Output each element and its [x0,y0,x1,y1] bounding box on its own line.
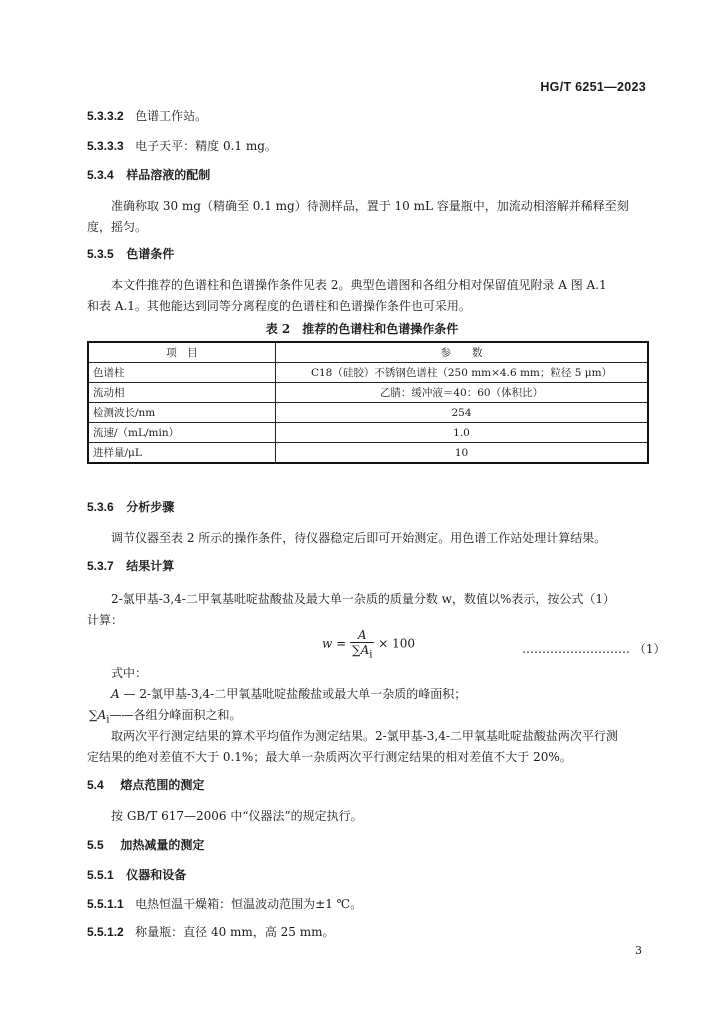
paragraph: 和表 A.1。其他能达到同等分离程度的色谱柱和色谱操作条件也可采用。 [87,299,471,313]
table-cell: 乙腈：缓冲液＝40：60（体积比） [276,383,649,403]
formula-denominator [350,643,374,660]
table-row [88,443,648,464]
definition-a [111,684,466,705]
definition-text: — 2-氯甲基-3,4-二甲氧基吡啶盐酸盐或最大单一杂质的峰面积； [123,687,467,701]
heading-5-4: 5.4 熔点范围的测定 [87,778,205,792]
paragraph: 定结果的绝对差值不大于 0.1%；最大单一杂质两次平行测定结果的相对差值不大于 20%。 [87,750,572,764]
heading-5-3-7: 5.3.7 结果计算 [87,559,175,573]
clause-5-5-1-1: 5.5.1.1 电热恒温干燥箱：恒温波动范围为±1 ℃。 [87,897,363,911]
formula-leader [522,640,665,657]
table-header-cell: 项 目 [88,342,276,363]
table-cell: 检测波长/nm [88,403,276,423]
table-cell: 色谱柱 [88,363,276,383]
table-row [88,363,648,383]
heading-5-3-5: 5.3.5 色谱条件 [87,247,175,261]
page-number: 3 [635,944,642,957]
heading-5-3-6: 5.3.6 分析步骤 [87,500,175,514]
table-caption: 表 2 推荐的色谱柱和色谱操作条件 [265,322,459,336]
formula-lhs: w [322,636,333,651]
formula-eq: = [336,636,347,651]
heading-5-5: 5.5 加热减量的测定 [87,838,205,852]
clause-5-3-3-2: 5.3.3.2 色谱工作站。 [87,109,208,123]
formula-label: （1） [633,642,666,656]
table-header-row [88,342,648,363]
table-cell: 进样量/μL [88,443,276,464]
heading-5-3-4: 5.3.4 样品溶液的配制 [87,168,211,182]
standard-number: HG/T 6251—2023 [540,80,646,94]
paragraph: 度，摇匀。 [87,220,148,234]
table-cell: 1.0 [276,423,649,443]
table-cell: 10 [276,443,649,464]
table-cell: 流动相 [88,383,276,403]
table-cell: 流速/（mL/min） [88,423,276,443]
symbol-sub: i [106,714,110,726]
clause-5-5-1-2: 5.5.1.2 称量瓶：直径 40 mm，高 25 mm。 [87,925,335,939]
definition-text: ——各组分峰面积之和。 [109,708,242,722]
paragraph: 计算： [87,613,124,627]
formula-times: × 100 [378,636,416,651]
table-row [88,403,648,423]
paragraph: 按 GB/T 617—2006 中“仪器法”的规定执行。 [111,809,363,823]
paragraph: 2-氯甲基-3,4-二甲氧基吡啶盐酸盐及最大单一杂质的质量分数 w，数值以%表示，按公式（1） [111,592,616,606]
table-row [88,423,648,443]
formula-dots: ……………………… [522,642,630,656]
heading-5-5-1: 5.5.1 仪器和设备 [87,868,187,882]
paragraph: 准确称取 30 mg（精确至 0.1 mg）待测样品，置于 10 mL 容量瓶中，加流动相溶解并稀释至刻 [111,199,629,213]
formula-fraction [350,628,374,660]
table-header-cell: 参 数 [276,342,649,363]
symbol-a: A [111,687,120,701]
table-cell: C18（硅胶）不锈钢色谱柱（250 mm×4.6 mm；粒径 5 μm） [276,363,649,383]
clause-5-3-3-3: 5.3.3.3 电子天平：精度 0.1 mg。 [87,139,277,153]
paragraph: 调节仪器至表 2 所示的操作条件，待仪器稳定后即可开始测定。用色谱工作站处理计算结果。 [111,531,607,545]
formula-denominator-sub: i [369,649,373,661]
table-row [88,383,648,403]
where-label: 式中： [111,666,148,680]
table-cell: 254 [276,403,649,423]
paragraph: 本文件推荐的色谱柱和色谱操作条件见表 2。典型色谱图和各组分相对保留值见附录 A 图 A.1 [111,278,607,292]
formula-denominator-sym: ∑A [352,643,370,657]
formula-numerator: A [350,628,374,643]
symbol-sum: ∑A [89,708,107,722]
paragraph: 取两次平行测定结果的算术平均值作为测定结果。2-氯甲基-3,4-二甲氧基吡啶盐酸盐两次平行测 [111,729,618,743]
formula-1 [322,628,415,660]
conditions-table [87,341,649,464]
